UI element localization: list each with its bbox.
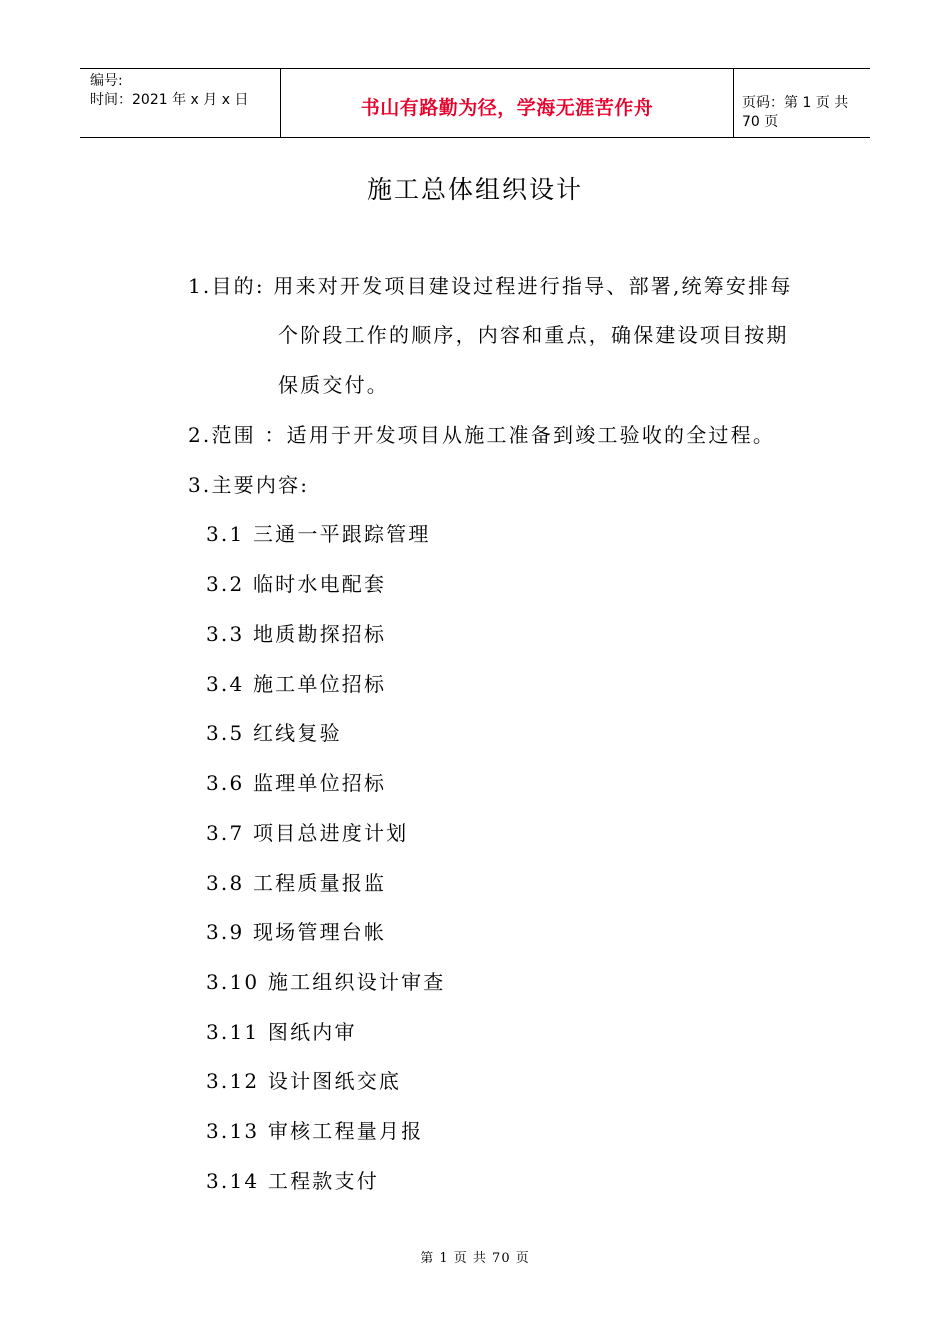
list-item: 3.1 三通一平跟踪管理 [206,522,431,546]
list-item: 3.7 项目总进度计划 [206,821,409,845]
section-purpose-continued: 保质交付。 [278,373,389,397]
document-date-label: 时间：2021 年 x 月 x 日 [90,92,249,108]
list-item: 3.9 现场管理台帐 [206,920,387,944]
document-number-label: 编号: [90,73,123,89]
list-item: 3.14 工程款支付 [206,1169,379,1193]
list-item: 3.8 工程质量报监 [206,871,387,895]
page-footer: 第 1 页 共 70 页 [420,1251,530,1266]
list-item: 3.13 审核工程量月报 [206,1119,424,1143]
section-purpose-continued: 个阶段工作的顺序，内容和重点，确保建设项目按期 [278,323,789,347]
page-header [80,68,870,138]
list-item: 3.3 地质勘探招标 [206,622,387,646]
list-item: 3.5 红线复验 [206,721,342,745]
header-motto: 书山有路勤为径，学海无涯苦作舟 [360,97,654,119]
list-item: 3.11 图纸内审 [206,1020,357,1044]
header-page-info: 页码：第 1 页 共 70 页 [742,95,849,130]
list-item: 3.2 临时水电配套 [206,572,387,596]
list-item: 3.10 施工组织设计审查 [206,970,446,994]
list-item: 3.4 施工单位招标 [206,672,387,696]
list-item: 3.12 设计图纸交底 [206,1069,402,1093]
section-purpose: 1.目的: 用来对开发项目建设过程进行指导、部署,统筹安排每 [188,274,793,298]
list-item: 3.6 监理单位招标 [206,771,387,795]
header-meta-cell [80,69,280,137]
header-motto-cell [280,69,734,137]
section-main-contents: 3.主要内容: [188,473,310,497]
header-page-cell [733,69,870,137]
section-scope: 2.范围 ：适用于开发项目从施工准备到竣工验收的全过程。 [188,423,776,447]
document-title: 施工总体组织设计 [366,175,583,204]
